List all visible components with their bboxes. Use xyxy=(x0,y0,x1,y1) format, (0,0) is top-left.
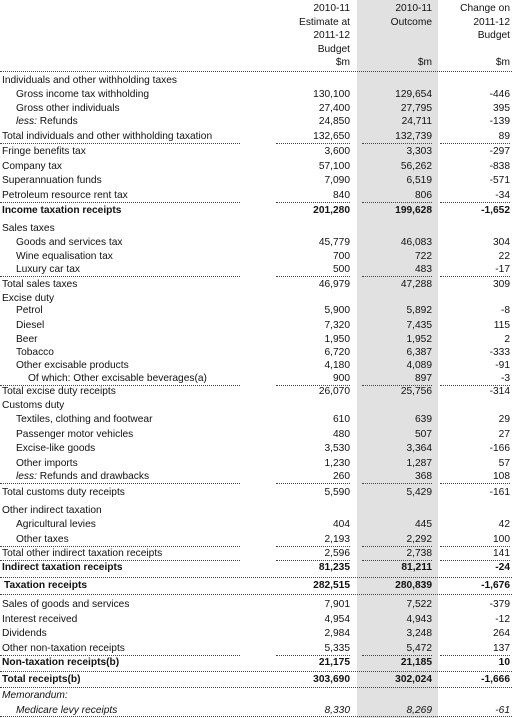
table-row xyxy=(0,346,512,360)
estimate-cell: 57,100 xyxy=(318,161,350,172)
row-label-text: Refunds xyxy=(36,116,78,127)
row-label: Individuals and other withholding taxes xyxy=(2,75,177,86)
table-row xyxy=(0,673,512,687)
row-separator xyxy=(362,483,432,484)
header-outcome-line: 2010-11 xyxy=(395,3,432,14)
table-row xyxy=(0,372,512,386)
row-label: Gross income tax withholding xyxy=(16,89,150,100)
outcome-cell: 280,839 xyxy=(395,580,432,591)
header-outcome-line xyxy=(362,43,432,57)
outcome-cell: 302,024 xyxy=(395,674,432,685)
table-row xyxy=(0,263,512,277)
row-separator xyxy=(440,276,510,277)
outcome-cell: 4,089 xyxy=(406,360,432,371)
estimate-cell: 132,650 xyxy=(313,131,350,142)
row-label: Petroleum resource rent tax xyxy=(2,190,128,201)
table-row xyxy=(0,189,512,203)
estimate-cell: 404 xyxy=(333,519,350,530)
row-separator xyxy=(0,202,240,203)
row-label: Interest received xyxy=(2,614,78,625)
row-label: Income taxation receipts xyxy=(2,205,122,216)
header-outcome-line: Outcome xyxy=(390,16,432,28)
estimate-cell: 1,230 xyxy=(324,458,350,469)
row-label: Total other indirect taxation receipts xyxy=(2,548,163,559)
row-label: Other taxes xyxy=(16,534,69,545)
change-cell: -297 xyxy=(489,146,510,157)
row-label: Fringe benefits tax xyxy=(2,146,86,157)
estimate-cell: 282,515 xyxy=(313,580,350,591)
change-cell: -34 xyxy=(495,190,510,201)
row-label-text: Refunds and drawbacks xyxy=(36,471,150,482)
outcome-cell: 5,892 xyxy=(406,305,432,316)
row-label: Total individuals and other withholding taxation xyxy=(2,131,213,142)
table-row xyxy=(0,413,512,427)
row-label: Diesel xyxy=(16,320,45,331)
estimate-cell: 3,530 xyxy=(324,443,350,454)
row-label: Other indirect taxation xyxy=(2,505,102,516)
row-separator xyxy=(362,143,432,144)
header-estimate xyxy=(276,2,350,70)
row-label: Petrol xyxy=(16,305,43,316)
change-cell: 22 xyxy=(498,251,510,262)
header-change-line: Change on xyxy=(460,3,510,14)
row-separator xyxy=(362,276,432,277)
estimate-cell: 8,330 xyxy=(324,705,350,716)
table-row xyxy=(0,115,512,129)
table-row xyxy=(0,399,512,413)
row-label xyxy=(16,115,78,129)
row-separator xyxy=(440,202,510,203)
row-separator xyxy=(276,483,350,484)
change-cell: -61 xyxy=(495,705,510,716)
row-label: Passenger motor vehicles xyxy=(16,429,134,440)
table-row xyxy=(0,102,512,116)
table-row xyxy=(0,359,512,373)
section-rule xyxy=(0,687,512,688)
header-estimate-unit: $m xyxy=(335,57,350,68)
change-cell: -3 xyxy=(500,373,510,384)
table-row xyxy=(0,278,512,292)
change-cell: 57 xyxy=(498,458,510,469)
table-row xyxy=(0,598,512,612)
change-cell: -1,652 xyxy=(481,205,510,216)
outcome-cell: 24,711 xyxy=(401,116,432,127)
header-outcome-line xyxy=(362,29,432,43)
outcome-cell: 27,795 xyxy=(400,103,432,114)
outcome-cell: 8,269 xyxy=(406,705,432,716)
row-label: Indirect taxation receipts xyxy=(2,562,123,573)
outcome-cell: 2,738 xyxy=(406,548,432,559)
change-cell: -139 xyxy=(489,116,510,127)
table-row xyxy=(0,518,512,532)
row-label: Sales of goods and services xyxy=(2,599,130,610)
table-row xyxy=(0,333,512,347)
estimate-cell: 4,180 xyxy=(324,360,350,371)
change-cell: -1,666 xyxy=(481,674,510,685)
table-row xyxy=(0,304,512,318)
table-row xyxy=(0,74,512,88)
row-label: Memorandum: xyxy=(2,690,68,701)
table-row xyxy=(0,250,512,264)
outcome-cell: 4,943 xyxy=(406,614,432,625)
row-label: Total customs duty receipts xyxy=(2,487,125,498)
header-change-line xyxy=(440,43,510,57)
row-label: Company tax xyxy=(2,161,63,172)
estimate-cell: 130,100 xyxy=(313,89,350,100)
outcome-cell: 81,211 xyxy=(401,562,432,573)
estimate-cell: 21,175 xyxy=(318,657,350,668)
estimate-cell: 2,193 xyxy=(324,534,350,545)
header-estimate-line: Estimate at xyxy=(299,16,350,28)
change-cell: -161 xyxy=(489,487,510,498)
row-label: Of which: Other excisable beverages(a) xyxy=(28,373,207,384)
estimate-cell: 610 xyxy=(333,414,350,425)
outcome-cell: 6,387 xyxy=(406,347,432,358)
estimate-cell: 303,690 xyxy=(313,674,350,685)
outcome-cell: 132,739 xyxy=(395,131,432,142)
outcome-cell: 47,288 xyxy=(400,279,432,290)
table-row xyxy=(0,642,512,656)
outcome-cell: 368 xyxy=(415,471,432,482)
table-row xyxy=(0,130,512,144)
estimate-cell: 46,979 xyxy=(318,279,350,290)
table-row xyxy=(0,174,512,188)
row-label: Total excise duty receipts xyxy=(2,386,116,397)
row-separator xyxy=(440,483,510,484)
estimate-cell: 900 xyxy=(333,373,350,384)
row-label: Superannuation funds xyxy=(2,175,102,186)
outcome-cell: 483 xyxy=(415,264,432,275)
table-row xyxy=(0,160,512,174)
outcome-cell: 129,654 xyxy=(395,89,432,100)
change-cell: 108 xyxy=(493,471,510,482)
outcome-cell: 199,628 xyxy=(395,205,432,216)
change-cell: -446 xyxy=(489,89,510,100)
estimate-cell: 7,320 xyxy=(324,320,350,331)
header-estimate-line: 2010-11 xyxy=(313,3,350,14)
outcome-cell: 3,364 xyxy=(406,443,432,454)
outcome-cell: 5,472 xyxy=(406,643,432,654)
estimate-cell: 81,235 xyxy=(318,562,350,573)
estimate-cell: 24,850 xyxy=(318,116,350,127)
row-separator xyxy=(276,202,350,203)
outcome-cell: 56,262 xyxy=(400,161,432,172)
row-label: Other excisable products xyxy=(16,360,129,371)
estimate-cell: 2,984 xyxy=(324,628,350,639)
table-row xyxy=(0,385,512,399)
table-row xyxy=(0,428,512,442)
row-label: Non-taxation receipts(b) xyxy=(2,657,120,668)
row-label: Beer xyxy=(16,334,38,345)
row-label: Textiles, clothing and footwear xyxy=(16,414,153,425)
row-label: Sales taxes xyxy=(2,223,55,234)
table-row xyxy=(0,204,512,218)
outcome-cell: 5,429 xyxy=(406,487,432,498)
outcome-cell: 722 xyxy=(415,251,432,262)
estimate-cell: 4,954 xyxy=(324,614,350,625)
table-row xyxy=(0,486,512,500)
change-cell: -8 xyxy=(500,305,510,316)
estimate-cell: 7,901 xyxy=(324,599,350,610)
row-label: Excise duty xyxy=(2,293,55,304)
change-cell: 27 xyxy=(498,429,510,440)
row-label: Wine equalisation tax xyxy=(16,251,113,262)
table-row xyxy=(0,613,512,627)
table-row xyxy=(0,547,512,561)
row-label: Gross other individuals xyxy=(16,103,120,114)
row-label: Total sales taxes xyxy=(2,279,78,290)
header-change xyxy=(440,2,510,70)
change-cell: -838 xyxy=(489,161,510,172)
header-outcome xyxy=(362,2,432,70)
header-outcome-unit: $m xyxy=(417,57,432,68)
row-separator xyxy=(0,276,240,277)
outcome-cell: 507 xyxy=(415,429,432,440)
row-separator xyxy=(0,483,240,484)
table-row xyxy=(0,145,512,159)
change-cell: -166 xyxy=(489,443,510,454)
estimate-cell: 480 xyxy=(333,429,350,440)
change-cell: 304 xyxy=(493,237,510,248)
outcome-cell: 897 xyxy=(415,373,432,384)
table-row xyxy=(0,689,512,703)
change-cell: -12 xyxy=(495,614,510,625)
outcome-cell: 25,756 xyxy=(400,386,432,397)
change-cell: -571 xyxy=(489,175,510,186)
outcome-cell: 7,435 xyxy=(406,320,432,331)
estimate-cell: 7,090 xyxy=(324,175,350,186)
row-label xyxy=(16,470,149,484)
change-cell: 100 xyxy=(493,534,510,545)
table-row xyxy=(0,222,512,236)
change-cell: 10 xyxy=(498,657,510,668)
table-row xyxy=(0,88,512,102)
header-change-line: 2011-12 xyxy=(473,16,510,28)
outcome-cell: 639 xyxy=(415,414,432,425)
estimate-cell: 5,335 xyxy=(324,643,350,654)
row-label: Customs duty xyxy=(2,400,65,411)
row-label: Tobacco xyxy=(16,347,54,358)
change-cell: -333 xyxy=(489,347,510,358)
row-label: Other non-taxation receipts xyxy=(2,643,125,654)
outcome-cell: 1,952 xyxy=(406,334,432,345)
row-label-prefix: less: xyxy=(16,471,37,482)
row-label: Total receipts(b) xyxy=(2,674,81,685)
outcome-cell: 7,522 xyxy=(406,599,432,610)
table-row xyxy=(0,319,512,333)
outcome-cell: 6,519 xyxy=(406,175,432,186)
header-rule xyxy=(0,71,512,72)
estimate-cell: 6,720 xyxy=(324,347,350,358)
outcome-cell: 3,303 xyxy=(406,146,432,157)
estimate-cell: 500 xyxy=(333,264,350,275)
change-cell: 309 xyxy=(493,279,510,290)
change-cell: -24 xyxy=(495,562,510,573)
section-rule xyxy=(0,594,512,595)
change-cell: -17 xyxy=(495,264,510,275)
estimate-cell: 5,590 xyxy=(324,487,350,498)
change-cell: 264 xyxy=(493,628,510,639)
change-cell: 395 xyxy=(493,103,510,114)
table-row xyxy=(0,656,512,670)
estimate-cell: 26,070 xyxy=(318,386,350,397)
estimate-cell: 5,900 xyxy=(324,305,350,316)
table-row xyxy=(0,470,512,484)
section-rule xyxy=(0,716,512,717)
change-cell: 141 xyxy=(493,548,510,559)
outcome-cell: 2,292 xyxy=(406,534,432,545)
change-cell: 115 xyxy=(493,320,510,331)
section-rule xyxy=(0,671,512,672)
change-cell: 42 xyxy=(498,519,510,530)
outcome-cell: 3,248 xyxy=(406,628,432,639)
estimate-cell: 1,950 xyxy=(324,334,350,345)
outcome-cell: 21,185 xyxy=(400,657,432,668)
table-row xyxy=(0,504,512,518)
row-label: Goods and services tax xyxy=(16,237,123,248)
estimate-cell: 260 xyxy=(333,471,350,482)
table-row xyxy=(0,579,512,593)
row-label-prefix: less: xyxy=(16,116,37,127)
outcome-cell: 806 xyxy=(415,190,432,201)
row-separator xyxy=(0,143,240,144)
row-separator xyxy=(440,143,510,144)
section-rule xyxy=(0,577,512,578)
estimate-cell: 45,779 xyxy=(318,237,350,248)
header-estimate-line: 2011-12 xyxy=(313,30,350,41)
row-label: Taxation receipts xyxy=(4,580,88,591)
change-cell: -379 xyxy=(489,599,510,610)
estimate-cell: 27,400 xyxy=(318,103,350,114)
outcome-cell: 1,287 xyxy=(406,458,432,469)
estimate-cell: 3,600 xyxy=(324,146,350,157)
table-row xyxy=(0,533,512,547)
row-label: Agricultural levies xyxy=(16,519,96,530)
estimate-cell: 2,596 xyxy=(324,548,350,559)
change-cell: 2 xyxy=(504,334,510,345)
row-separator xyxy=(362,202,432,203)
table-row xyxy=(0,236,512,250)
estimate-cell: 840 xyxy=(333,190,350,201)
estimate-cell: 700 xyxy=(333,251,350,262)
header-estimate-line: Budget xyxy=(317,43,350,55)
row-label: Medicare levy receipts xyxy=(16,705,118,716)
table-row xyxy=(0,442,512,456)
header-change-unit: $m xyxy=(495,57,510,68)
row-separator xyxy=(276,276,350,277)
table-row xyxy=(0,561,512,575)
table-row xyxy=(0,457,512,471)
estimate-cell: 201,280 xyxy=(313,205,350,216)
change-cell: -1,676 xyxy=(481,580,510,591)
row-label: Dividends xyxy=(2,628,47,639)
table-row xyxy=(0,627,512,641)
change-cell: 89 xyxy=(498,131,510,142)
change-cell: 29 xyxy=(498,414,510,425)
change-cell: -91 xyxy=(495,360,510,371)
header-change-line: Budget xyxy=(477,30,510,41)
row-label: Other imports xyxy=(16,458,78,469)
outcome-cell: 46,083 xyxy=(400,237,432,248)
change-cell: 137 xyxy=(493,643,510,654)
row-label: Excise-like goods xyxy=(16,443,96,454)
outcome-cell: 445 xyxy=(415,519,432,530)
row-label: Luxury car tax xyxy=(16,264,80,275)
change-cell: -314 xyxy=(489,386,510,397)
row-separator xyxy=(276,143,350,144)
